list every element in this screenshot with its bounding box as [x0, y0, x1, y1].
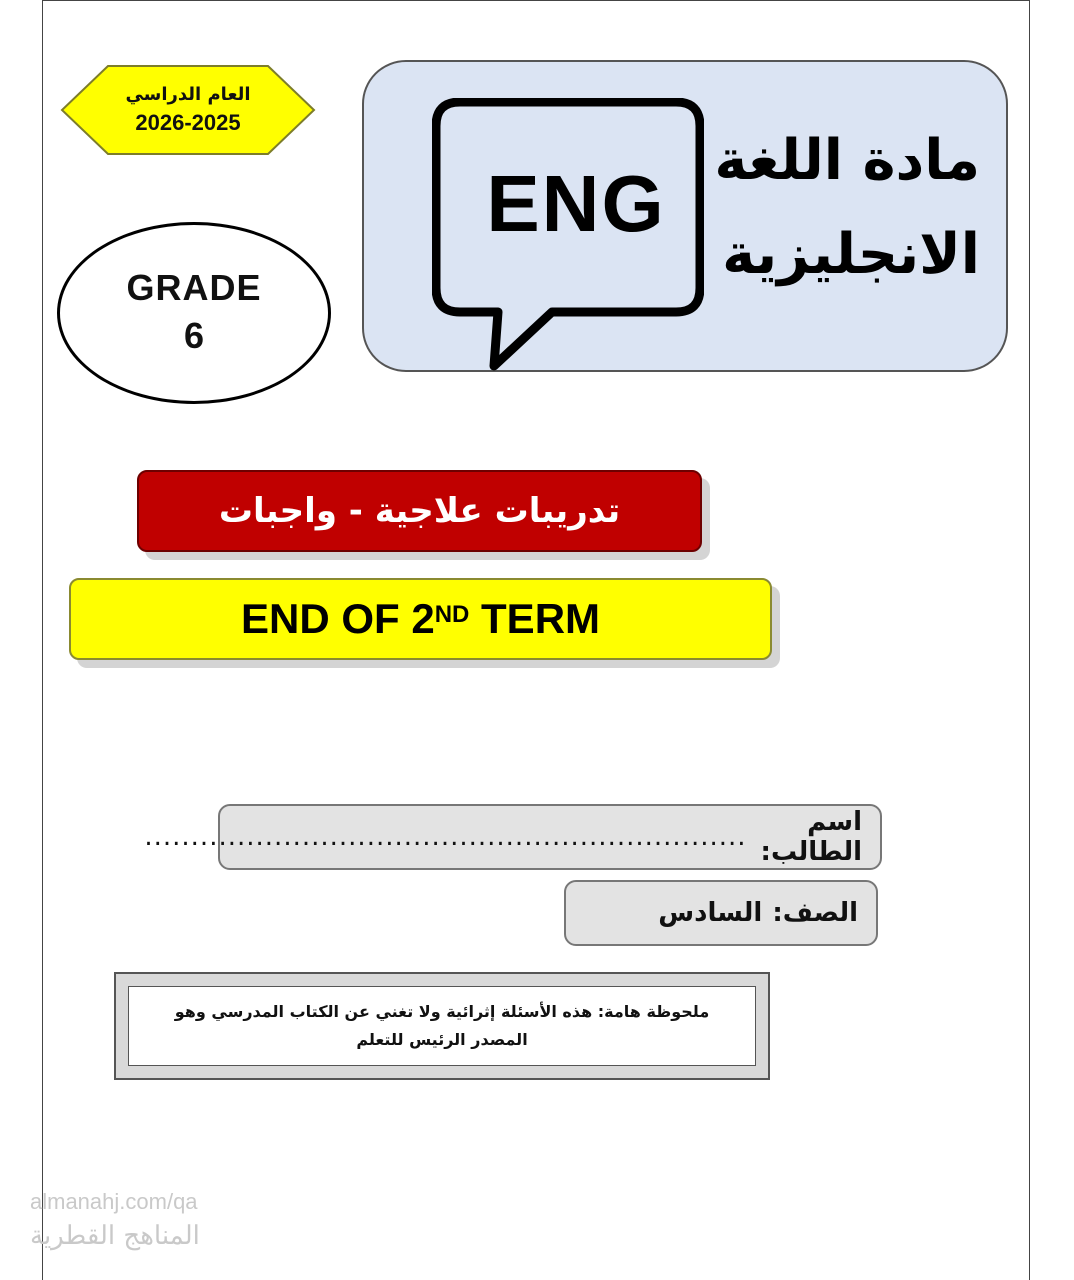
watermark-name: المناهج القطرية: [30, 1221, 200, 1251]
watermark: [30, 1186, 260, 1264]
note-box: [114, 972, 770, 1080]
term-text-before: END OF 2: [240, 595, 435, 642]
term-superscript: ND: [434, 601, 470, 628]
class-field: [564, 880, 878, 946]
class-value: السادس: [658, 898, 763, 928]
grade-number: 6: [183, 315, 205, 356]
class-label: الصف:: [772, 898, 858, 928]
term-banner: [69, 578, 772, 660]
student-name-dots: .................................................................: [144, 822, 747, 852]
academic-year-badge: [60, 64, 316, 156]
grade-oval: [57, 222, 331, 404]
note-text: [162, 998, 722, 1054]
term-text-after: TERM: [469, 595, 601, 642]
watermark-url: almanahj.com/qa: [30, 1189, 198, 1214]
subject-title-line2: الانجليزية: [722, 222, 980, 287]
grade-label: GRADE: [126, 267, 262, 308]
subject-panel: [362, 60, 1008, 372]
eng-label: ENG: [486, 159, 666, 248]
academic-year-value: 2026-2025: [135, 110, 241, 135]
student-name-label: اسم الطالب:: [760, 807, 862, 867]
note-line1: ملحوظة هامة: هذه الأسئلة إثرائية ولا تغني عن الكتاب المدرسي وهو: [174, 1002, 710, 1021]
subject-title: [700, 114, 980, 302]
red-banner: تدريبات علاجية - واجبات: [137, 470, 702, 552]
academic-year-label: العام الدراسي: [125, 84, 251, 105]
note-line2: المصدر الرئيس للتعلم: [356, 1030, 528, 1049]
student-name-field[interactable]: [144, 804, 882, 870]
subject-title-line1: مادة اللغة: [714, 128, 980, 193]
